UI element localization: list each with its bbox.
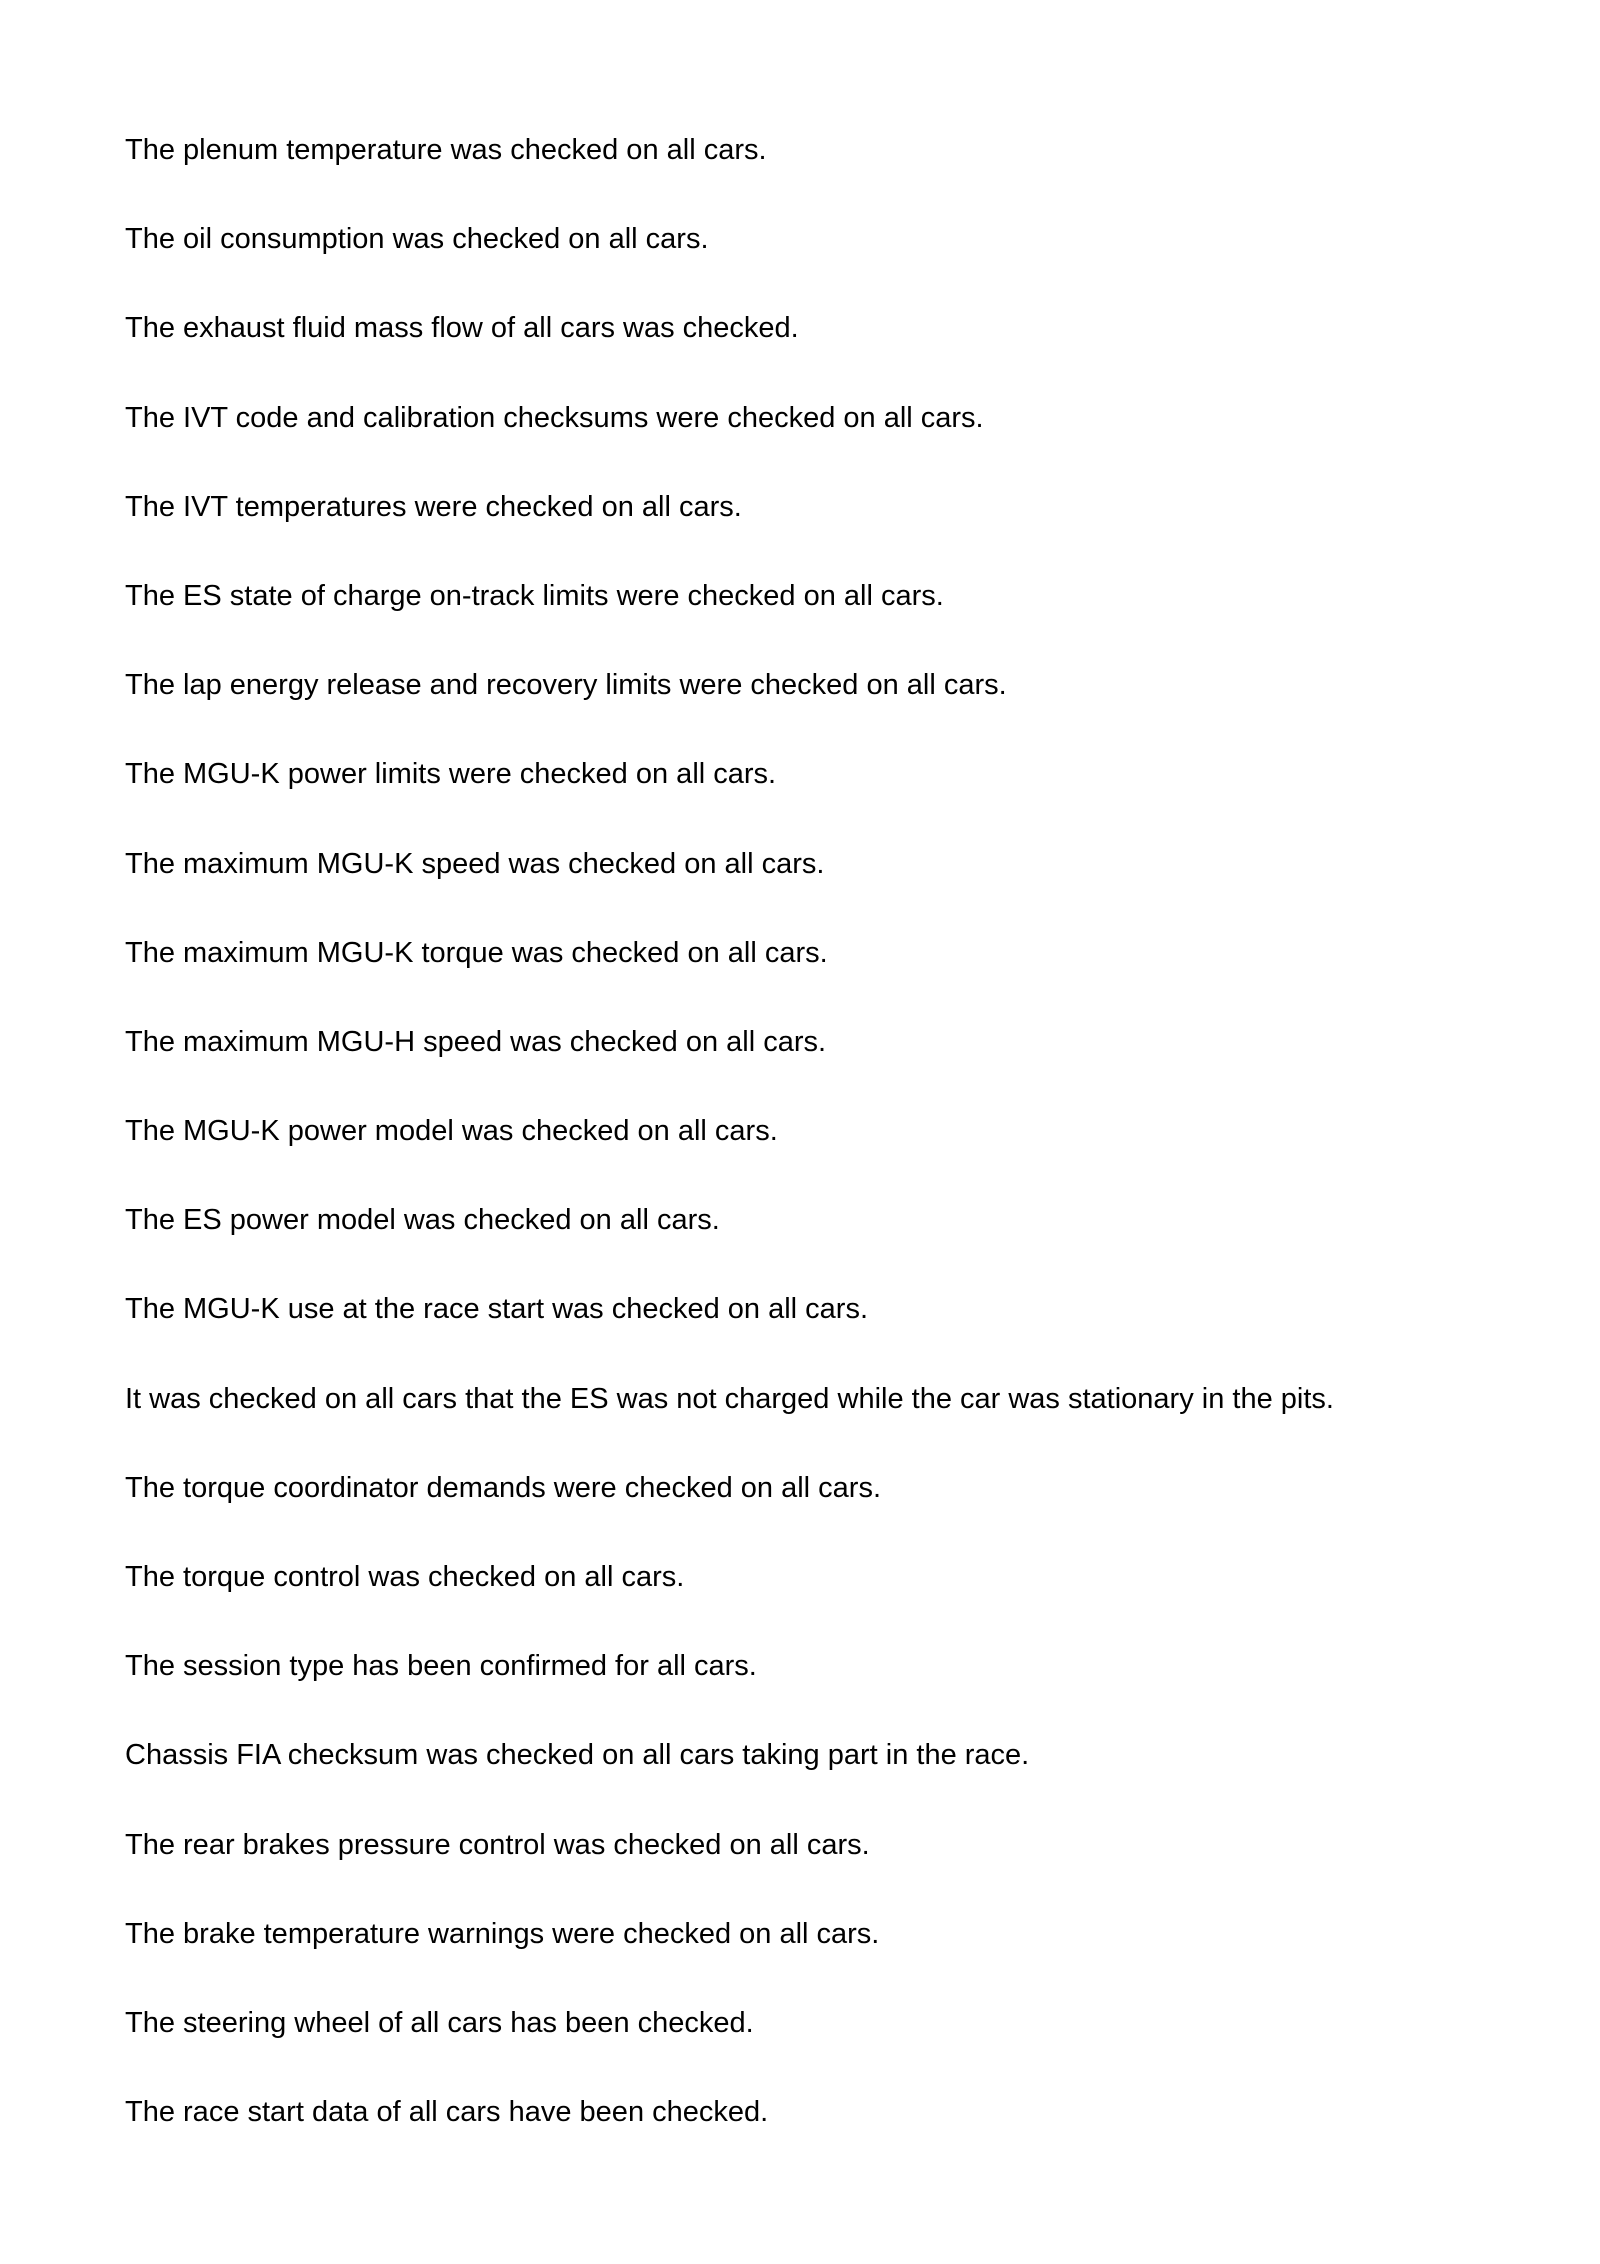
text-line: The maximum MGU-K speed was checked on all cars. — [125, 847, 825, 880]
text-line: Chassis FIA checksum was checked on all cars taking part in the race. — [125, 1739, 1030, 1772]
text-line: The oil consumption was checked on all cars. — [125, 223, 709, 256]
text-line: The MGU-K power model was checked on all cars. — [125, 1115, 778, 1148]
text-line: The maximum MGU-K torque was checked on all cars. — [125, 936, 828, 969]
text-line: The IVT code and calibration checksums were checked on all cars. — [125, 401, 984, 434]
text-line: The MGU-K use at the race start was checked on all cars. — [125, 1293, 869, 1326]
text-line: The ES state of charge on-track limits were checked on all cars. — [125, 579, 944, 612]
text-line: The session type has been confirmed for all cars. — [125, 1650, 757, 1683]
text-line: It was checked on all cars that the ES was not charged while the car was stationary in the pits. — [125, 1382, 1334, 1415]
text-line: The rear brakes pressure control was checked on all cars. — [125, 1828, 870, 1861]
text-line: The steering wheel of all cars has been checked. — [125, 2006, 754, 2039]
text-line: The torque control was checked on all cars. — [125, 1561, 685, 1593]
text-line: The torque coordinator demands were checked on all cars. — [125, 1471, 882, 1504]
text-line: The plenum temperature was checked on all cars. — [125, 134, 767, 166]
text-line: The race start data of all cars have been checked. — [125, 2096, 769, 2129]
text-line: The brake temperature warnings were checked on all cars. — [125, 1917, 880, 1950]
text-line: The exhaust fluid mass flow of all cars was checked. — [125, 312, 799, 345]
text-line: The IVT temperatures were checked on all cars. — [125, 490, 742, 523]
text-line: The lap energy release and recovery limits were checked on all cars. — [125, 669, 1007, 702]
text-line: The ES power model was checked on all cars. — [125, 1204, 720, 1237]
text-line: The maximum MGU-H speed was checked on all cars. — [125, 1025, 827, 1058]
text-line: The MGU-K power limits were checked on all cars. — [125, 758, 777, 791]
document-body — [125, 133, 1565, 2184]
